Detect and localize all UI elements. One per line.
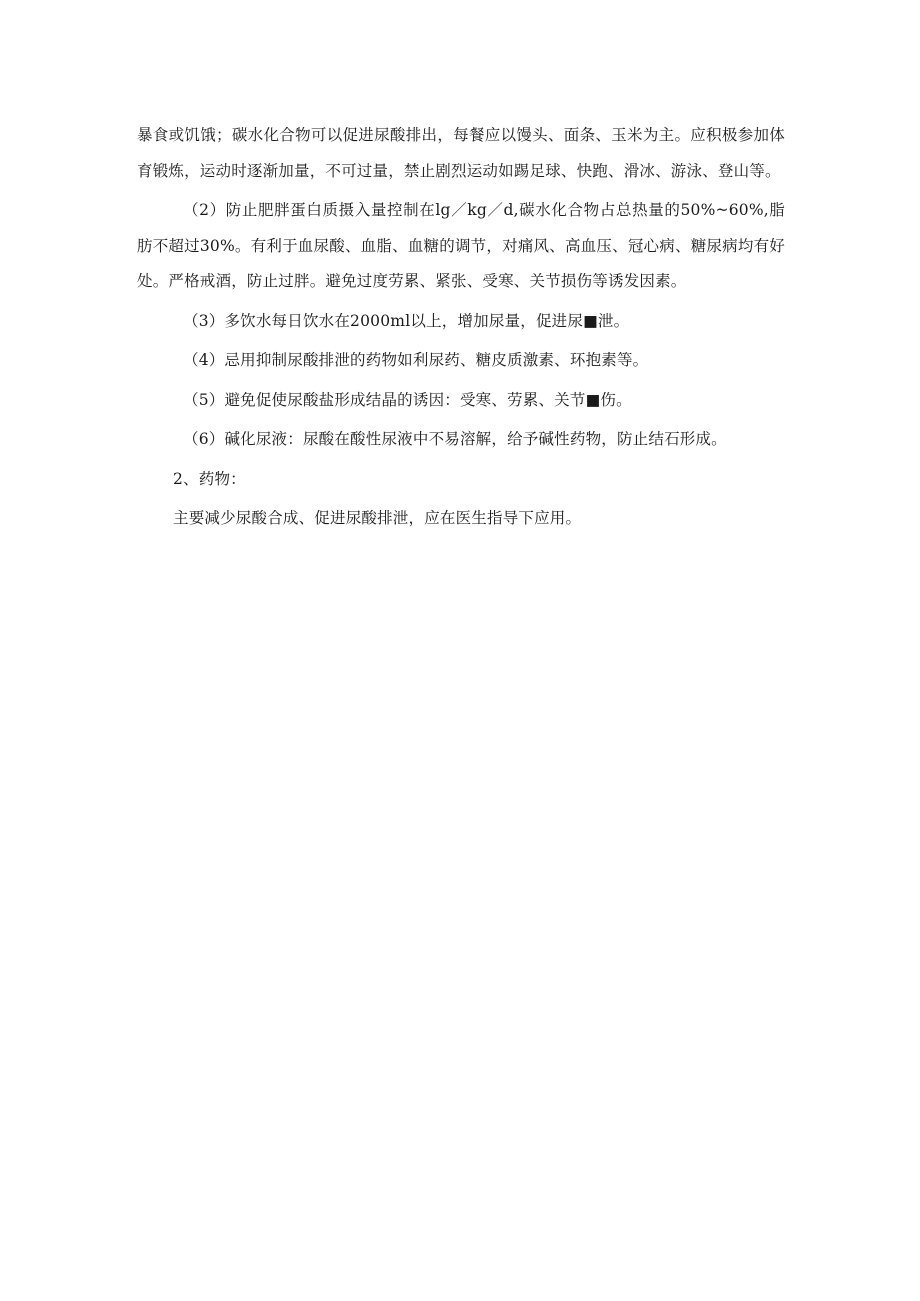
paragraph-item-2: （2）防止肥胖蛋白质摄入量控制在lg／kg／d,碳水化合物占总热量的50%~60%,脂肪不超过30%。有利于血尿酸、血脂、血糖的调节，对痛风、高血压、冠心病、糖尿病均有好处。严格戒酒，防止过胖。避免过度劳累、紧张、受寒、关节损伤等诱发因素。 [137,201,785,290]
section-body: 主要减少尿酸合成、促进尿酸排泄，应在医生指导下应用。 [173,509,582,527]
paragraph-item-3: （3）多饮水每日饮水在2000ml以上，增加尿量，促进尿■泄。 [183,311,630,330]
paragraph-item-4: （4）忌用抑制尿酸排泄的药物如利尿药、糖皮质激素、环抱素等。 [183,351,649,369]
section-heading: 2、药物： [173,469,246,488]
document-body [137,118,785,537]
paragraph-item-6: （6）碱化尿液：尿酸在酸性尿液中不易溶解，给予碱性药物，防止结石形成。 [183,430,727,448]
paragraph-diet-continued: 暴食或饥饿；碳水化合物可以促进尿酸排出，每餐应以馒头、面条、玉米为主。应积极参加体育锻炼，运动时逐渐加量，不可过量，禁止剧烈运动如踢足球、快跑、滑冰、游泳、登山等。 [137,126,785,180]
paragraph-item-5: （5）避免促使尿酸盐形成结晶的诱因：受寒、劳累、关节■伤。 [183,390,632,409]
